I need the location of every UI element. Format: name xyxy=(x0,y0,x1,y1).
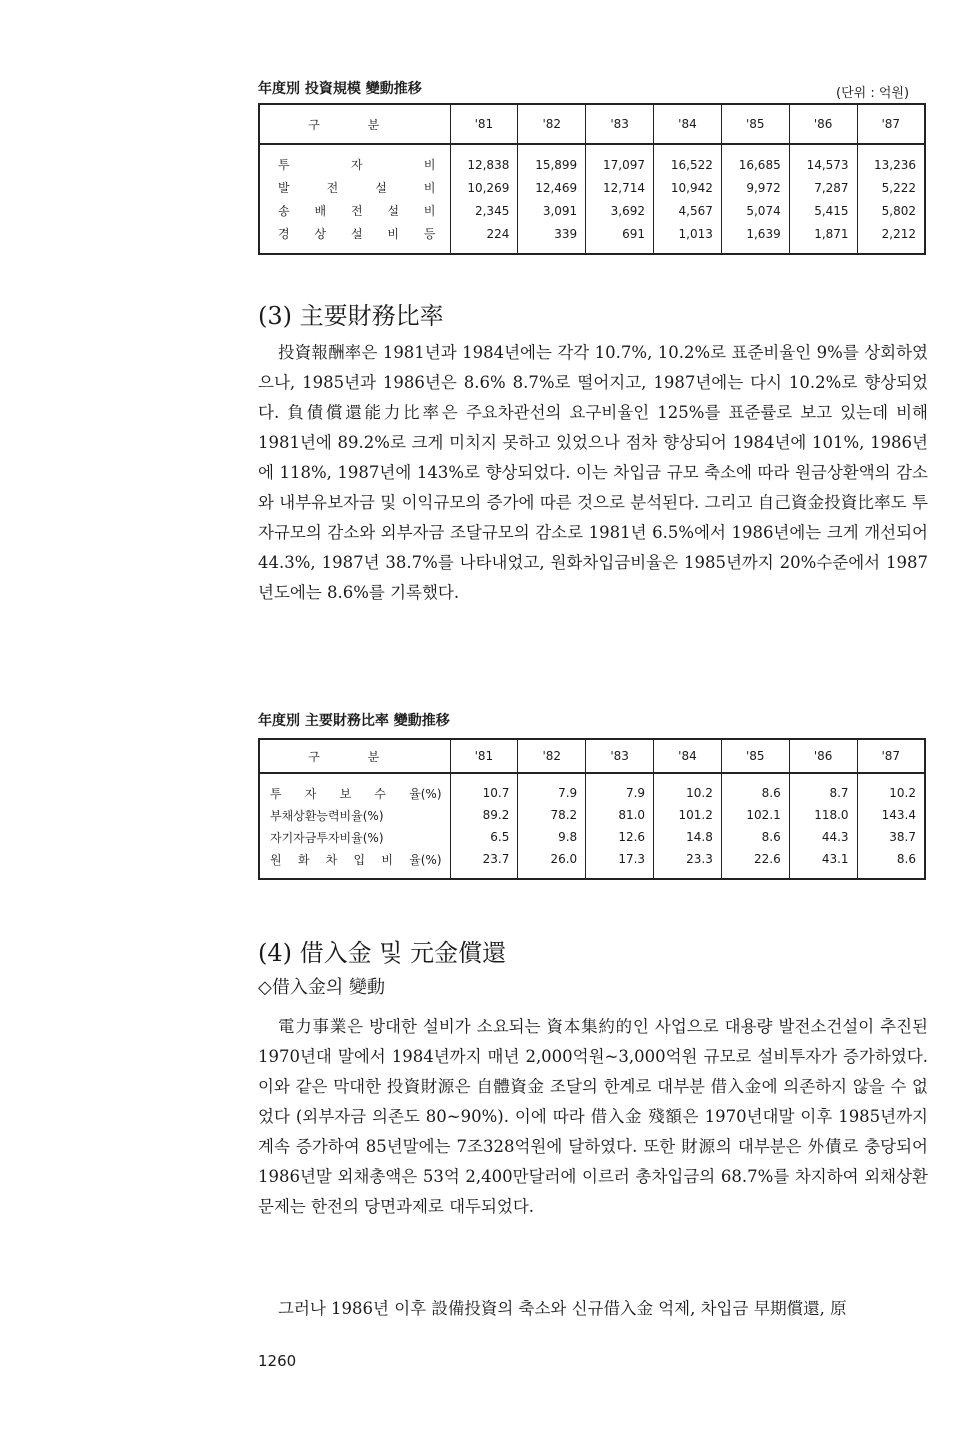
table-cell: 1,013 xyxy=(654,222,722,245)
table-cell: 17.3 xyxy=(586,848,654,870)
table-cell: 8.6 xyxy=(857,848,925,870)
table-cell: 14.8 xyxy=(654,826,722,848)
table2-header-cell: '85 xyxy=(721,739,789,773)
table-cell: 16,685 xyxy=(721,153,789,176)
table-cell: 78.2 xyxy=(518,804,586,826)
table-cell: 224 xyxy=(450,222,518,245)
table2-header-cell: '87 xyxy=(857,739,925,773)
section3-heading: (3) 主要財務比率 xyxy=(258,302,444,330)
table-row xyxy=(259,222,925,245)
table-cell: 13,236 xyxy=(857,153,925,176)
table-cell: 9.8 xyxy=(518,826,586,848)
table1-caption: 年度別 投資規模 變動推移 xyxy=(258,81,422,97)
section4-heading: (4) 借入金 및 元金償還 xyxy=(258,939,507,967)
table1-header-cell: 구 분 xyxy=(259,104,450,144)
table-row xyxy=(259,804,925,826)
table-cell: 8.6 xyxy=(721,826,789,848)
table-cell: 5,222 xyxy=(857,176,925,199)
table2-header-cell: '82 xyxy=(518,739,586,773)
table-cell: 9,972 xyxy=(721,176,789,199)
table-cell: 23.3 xyxy=(654,848,722,870)
table-cell: 89.2 xyxy=(450,804,518,826)
table1-unit: (단위 : 억원) xyxy=(836,86,910,101)
section3-paragraph: 投資報酬率은 1981년과 1984년에는 각각 10.7%, 10.2%로 표준비율인 9%를 상회하였으나, 1985년과 1986년은 8.6% 8.7%로 떨어지고, 1987년에는 다시 10.2%로 향상되었다. 負債償還能力比率은 주요차관선의 요구비율인 125%를 표준률로 보고 있는데 비해 1981년에 89.2%로 크게 미치지 못하고 있었으나 점차 향상되어 1984년에 101%, 1986년에 118%, 1987년에 143%로 향상되었다. 이는 차입금 규모 축소에 따라 원금상환액의 감소와 내부유보자금 및 이익규모의 증가에 따른 것으로 분석된다. 그리고 自己資金投資比率도 투자규모의 감소와 외부자금 조달규모의 감소로 1981년 6.5%에서 1986년에는 크게 개선되어 44.3%, 1987년 38.7%를 나타내었고, 원화차입금비율은 1985년까지 20%수준에서 1987년도에는 8.6%를 기록했다. xyxy=(258,343,928,602)
table-cell: 2,345 xyxy=(450,199,518,222)
table1-header-cell: '85 xyxy=(721,104,789,144)
table-cell: 3,692 xyxy=(586,199,654,222)
table-cell: 7,287 xyxy=(789,176,857,199)
table-cell: 5,802 xyxy=(857,199,925,222)
row-label: 자기자금투자비율(%) xyxy=(270,830,384,845)
table-row xyxy=(259,199,925,222)
table1-header-cell: '81 xyxy=(450,104,518,144)
table-cell: 10.2 xyxy=(654,782,722,804)
table-cell: 8.6 xyxy=(721,782,789,804)
table1-header-cell: '82 xyxy=(518,104,586,144)
page-number: 1260 xyxy=(258,1352,297,1370)
table-cell: 12,469 xyxy=(518,176,586,199)
table-cell: 1,639 xyxy=(721,222,789,245)
section4-paragraph-2: 그러나 1986년 이후 設備投資의 축소와 신규借入金 억제, 차입금 早期償還, 原 xyxy=(278,1299,847,1318)
table-cell: 8.7 xyxy=(789,782,857,804)
table1-header-cell: '83 xyxy=(586,104,654,144)
row-label: 부채상환능력비율(%) xyxy=(270,808,384,823)
table-cell: 10,942 xyxy=(654,176,722,199)
row-label: 송 배 전 설 비 xyxy=(278,204,436,218)
table2-header-cell: '86 xyxy=(789,739,857,773)
table-cell: 44.3 xyxy=(789,826,857,848)
table-row xyxy=(259,176,925,199)
table-cell: 10,269 xyxy=(450,176,518,199)
table-cell: 691 xyxy=(586,222,654,245)
table-cell: 2,212 xyxy=(857,222,925,245)
row-label: 원 화 차 입 비 율(%) xyxy=(270,852,442,867)
table-cell: 12.6 xyxy=(586,826,654,848)
table-cell: 17,097 xyxy=(586,153,654,176)
table-cell: 339 xyxy=(518,222,586,245)
table-cell: 143.4 xyxy=(857,804,925,826)
row-label: 경 상 설 비 등 xyxy=(278,227,436,241)
table-cell: 43.1 xyxy=(789,848,857,870)
table-cell: 10.2 xyxy=(857,782,925,804)
section4-subheading: ◇借入金의 變動 xyxy=(258,977,385,998)
row-label: 투 자 비 xyxy=(278,158,436,172)
table-cell: 12,838 xyxy=(450,153,518,176)
table-cell: 3,091 xyxy=(518,199,586,222)
table-cell: 14,573 xyxy=(789,153,857,176)
table2-header-cell: '81 xyxy=(450,739,518,773)
investment-table xyxy=(258,103,926,255)
table-row xyxy=(259,826,925,848)
table1-header-cell: '86 xyxy=(789,104,857,144)
table-cell: 23.7 xyxy=(450,848,518,870)
table-cell: 5,074 xyxy=(721,199,789,222)
table2-header-cell: 구 분 xyxy=(259,739,450,773)
row-label: 투 자 보 수 율(%) xyxy=(270,786,442,801)
table-row xyxy=(259,782,925,804)
table2-caption: 年度別 主要財務比率 變動推移 xyxy=(258,713,450,729)
table-cell: 7.9 xyxy=(586,782,654,804)
table-cell: 6.5 xyxy=(450,826,518,848)
table-cell: 1,871 xyxy=(789,222,857,245)
table-cell: 7.9 xyxy=(518,782,586,804)
table-cell: 22.6 xyxy=(721,848,789,870)
table-cell: 102.1 xyxy=(721,804,789,826)
table-cell: 10.7 xyxy=(450,782,518,804)
financial-ratio-table xyxy=(258,738,926,880)
table-cell: 12,714 xyxy=(586,176,654,199)
table-cell: 81.0 xyxy=(586,804,654,826)
table-cell: 5,415 xyxy=(789,199,857,222)
table-cell: 26.0 xyxy=(518,848,586,870)
table2-header-cell: '84 xyxy=(654,739,722,773)
table-cell: 118.0 xyxy=(789,804,857,826)
table-cell: 4,567 xyxy=(654,199,722,222)
table-cell: 16,522 xyxy=(654,153,722,176)
table-cell: 38.7 xyxy=(857,826,925,848)
table-cell: 101.2 xyxy=(654,804,722,826)
table-cell: 15,899 xyxy=(518,153,586,176)
table-row xyxy=(259,153,925,176)
table1-header-cell: '87 xyxy=(857,104,925,144)
row-label: 발 전 설 비 xyxy=(278,181,436,195)
table2-header-cell: '83 xyxy=(586,739,654,773)
table1-header-cell: '84 xyxy=(654,104,722,144)
table-row xyxy=(259,848,925,870)
section4-paragraph-1: 電力事業은 방대한 설비가 소요되는 資本集約的인 사업으로 대용량 발전소건설이 추진된 1970년대 말에서 1984년까지 매년 2,000억원~3,000억원 규모로 설비투자가 증가하였다. 이와 같은 막대한 投資財源은 自體資金 조달의 한계로 대부분 借入金에 의존하지 않을 수 없었다 (외부자금 의존도 80~90%). 이에 따라 借入金 殘額은 1970년대말 이후 1985년까지 계속 증가하여 85년말에는 7조328억원에 달하였다. 또한 財源의 대부분은 外債로 충당되어 1986년말 외채총액은 53억 2,400만달러에 이르러 총차입금의 68.7%를 차지하여 외채상환문제는 한전의 당면과제로 대두되었다. xyxy=(258,1017,928,1216)
